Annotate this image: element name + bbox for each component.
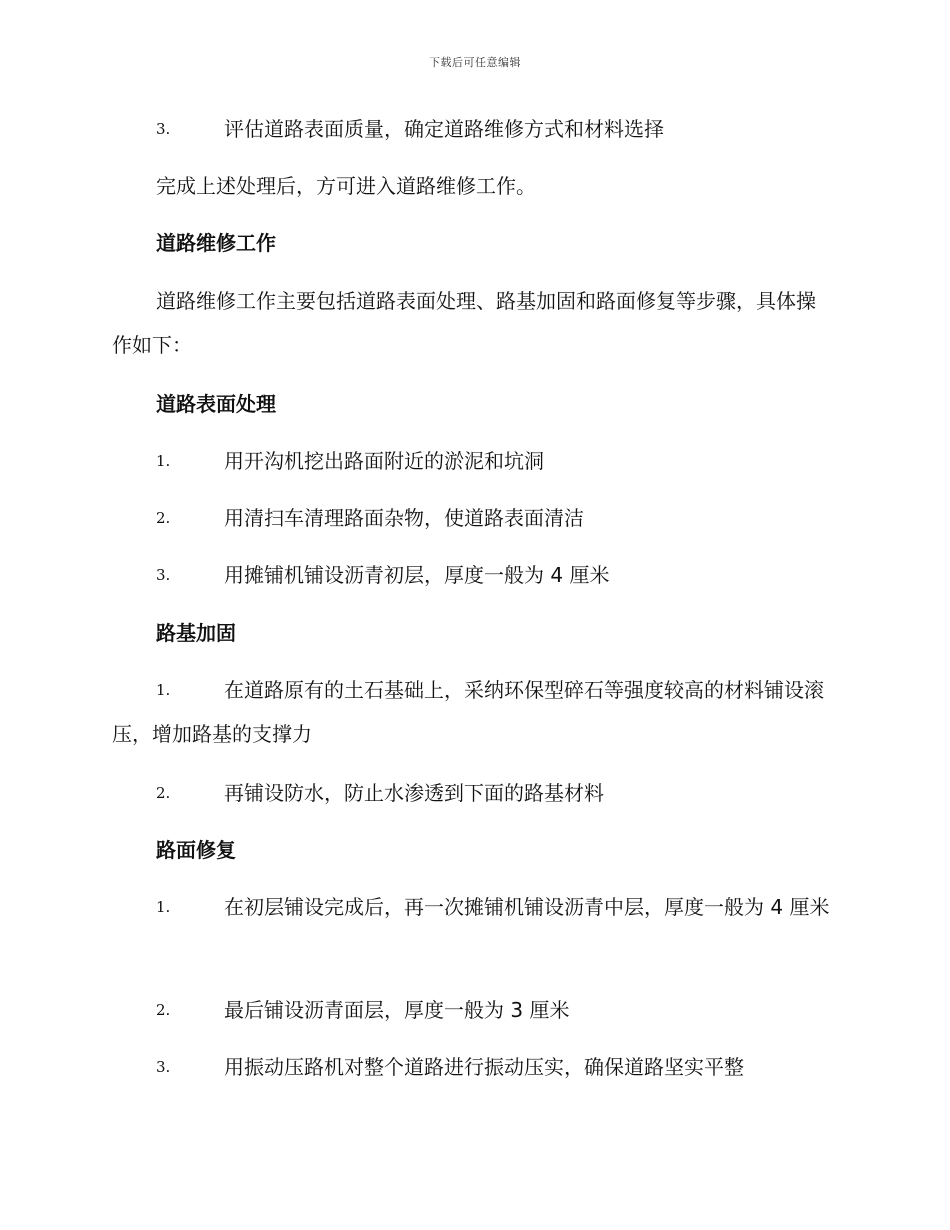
- list-item-subgrade-1: [112, 668, 834, 756]
- section-heading-road-repair: [112, 221, 834, 265]
- list-number: 2.: [156, 1001, 171, 1019]
- paragraph-text: 道路维修工作主要包括道路表面处理、路基加固和路面修复等步骤，具体操作如下：: [112, 289, 816, 357]
- list-text: 用开沟机挖出路面附近的淤泥和坑洞: [224, 449, 544, 473]
- list-text: 用振动压路机对整个道路进行振动压实，确保道路坚实平整: [224, 1055, 744, 1079]
- list-number: 3.: [156, 1058, 171, 1076]
- list-number: 1.: [156, 681, 171, 699]
- heading-text: 路基加固: [156, 621, 236, 645]
- list-text: 在道路原有的土石基础上，采纳环保型碎石等强度较高的材料铺设滚压，增加路基的支撑力: [112, 678, 824, 746]
- heading-text: 道路维修工作: [156, 231, 276, 255]
- list-item-pavement-2: [112, 988, 834, 1032]
- list-number: 3.: [156, 566, 171, 584]
- page-header-note: 下载后可任意编辑: [429, 56, 521, 69]
- list-item-surface-1: [112, 439, 834, 483]
- list-text: 再铺设防水，防止水渗透到下面的路基材料: [224, 781, 604, 805]
- list-number: 1.: [156, 898, 171, 916]
- list-number: 1.: [156, 452, 171, 470]
- list-number: 2.: [156, 784, 171, 802]
- list-text: 最后铺设沥青面层，厚度一般为 3 厘米: [224, 998, 570, 1022]
- list-item-pavement-1: [112, 885, 834, 929]
- heading-text: 道路表面处理: [156, 392, 276, 416]
- paragraph-road-repair-overview: [112, 279, 834, 367]
- list-text: 用摊铺机铺设沥青初层，厚度一般为 4 厘米: [224, 563, 610, 587]
- section-heading-surface-treatment: [112, 382, 834, 426]
- section-heading-subgrade: [112, 611, 834, 655]
- list-item-surface-2: [112, 496, 834, 540]
- list-text: 用清扫车清理路面杂物，使道路表面清洁: [224, 506, 584, 530]
- list-item-eval-3: [112, 107, 834, 151]
- list-text: 评估道路表面质量，确定道路维修方式和材料选择: [224, 117, 664, 141]
- list-number: 3.: [156, 120, 171, 138]
- paragraph-intro: [112, 164, 834, 208]
- list-item-pavement-3: [112, 1045, 834, 1089]
- section-heading-pavement-repair: [112, 828, 834, 872]
- heading-text: 路面修复: [156, 838, 236, 862]
- paragraph-text: 完成上述处理后，方可进入道路维修工作。: [156, 174, 536, 198]
- list-item-surface-3: [112, 553, 834, 597]
- list-item-subgrade-2: [112, 771, 834, 815]
- list-text: 在初层铺设完成后，再一次摊铺机铺设沥青中层，厚度一般为 4 厘米: [224, 895, 830, 919]
- list-number: 2.: [156, 509, 171, 527]
